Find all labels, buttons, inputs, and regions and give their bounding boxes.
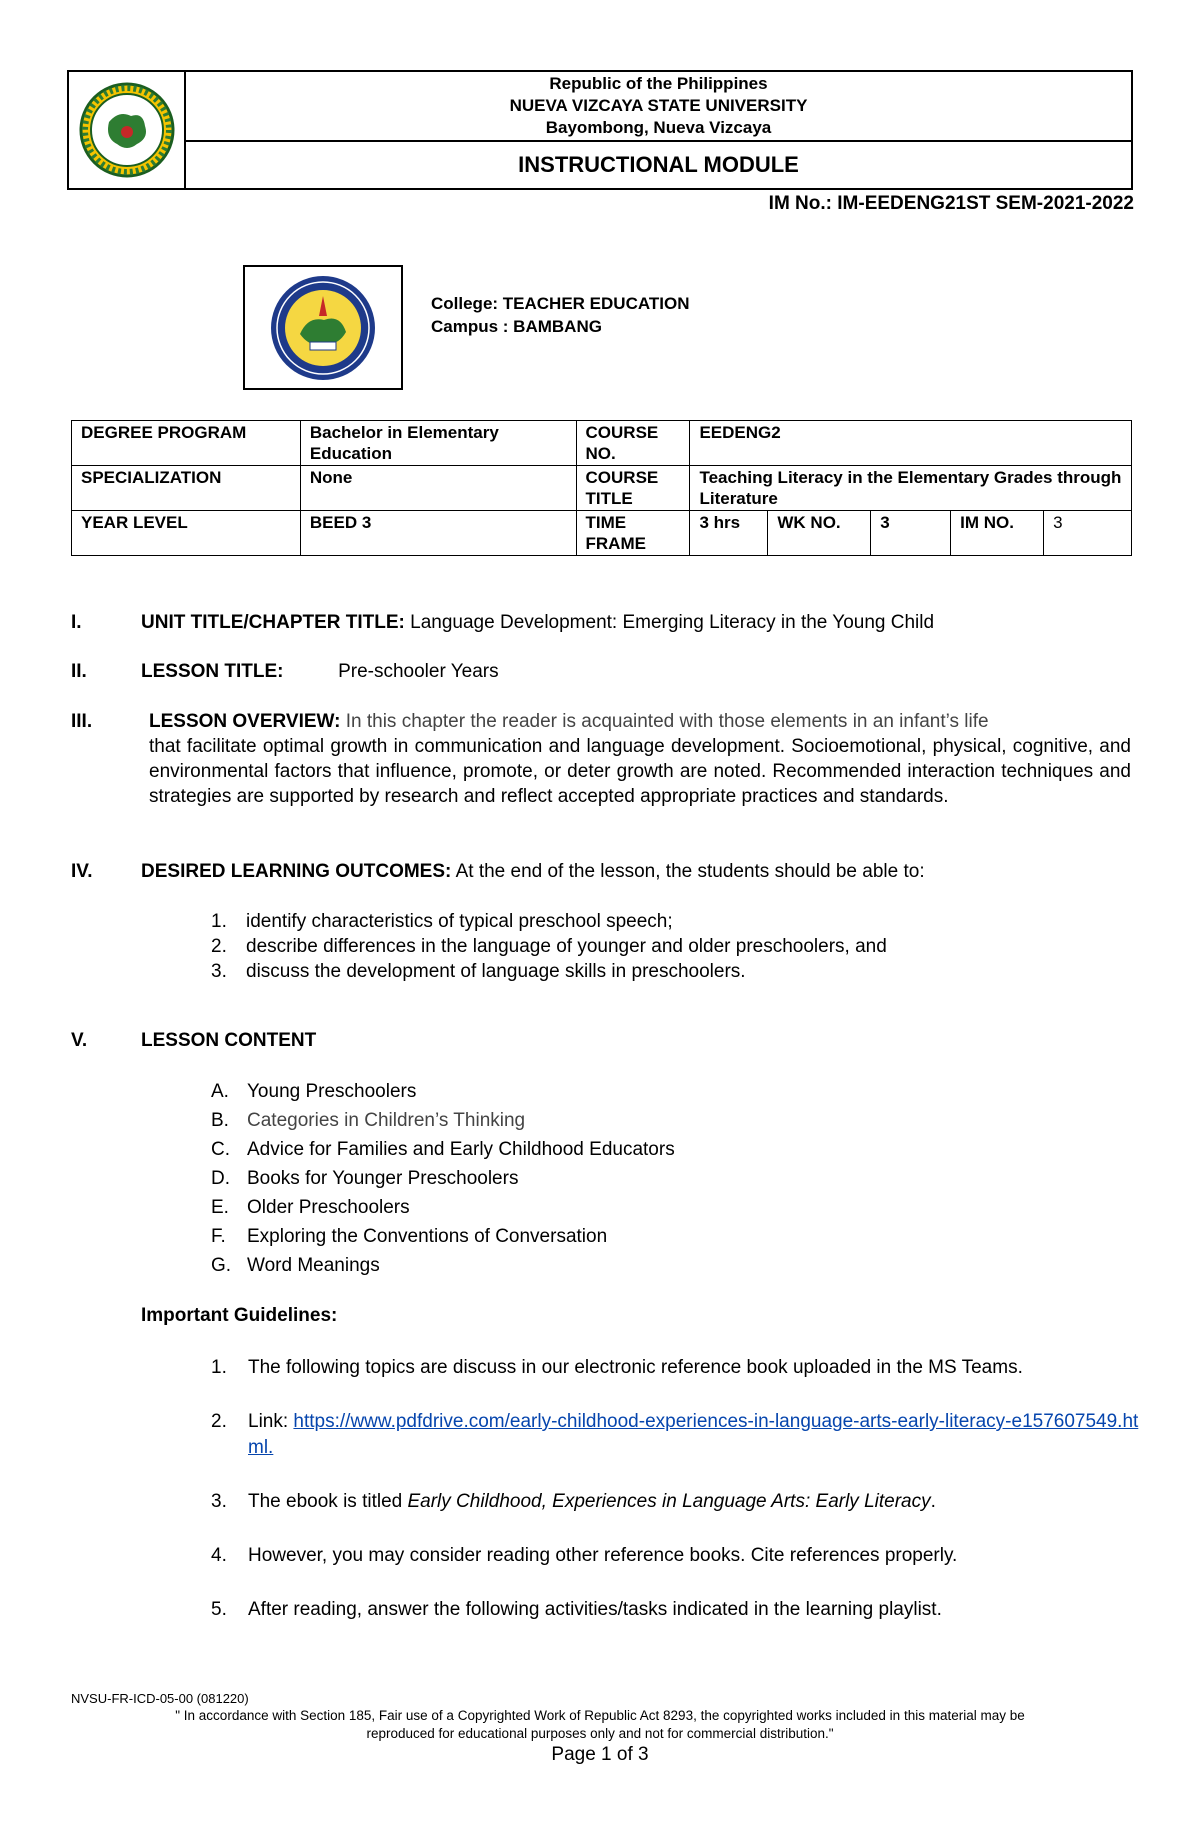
section-text: that facilitate optimal growth in communication and language development. Socioemotional, physical, cognitive, and environmental factors that influence, promote, or deter growth are noted. Recommended interaction techniques and strategies are supported by research and reflect accepted appropriate practices and standards. xyxy=(149,736,1131,807)
header-box xyxy=(67,70,1133,190)
header-republic: Republic of the Philippines xyxy=(549,74,768,93)
guidelines-title: Important Guidelines: xyxy=(141,1305,338,1326)
im-number: IM No.: IM-EEDENG21ST SEM-2021-2022 xyxy=(768,193,1134,214)
ebook-link[interactable]: https://www.pdfdrive.com/early-childhood-experiences-in-language-arts-early-literacy-e157607549.html. xyxy=(248,1411,1139,1458)
list-item: 1. The following topics are discuss in our electronic reference book uploaded in the MS Teams. xyxy=(211,1357,1023,1378)
guidelines-list xyxy=(211,1355,1141,1651)
time-frame-label: TIME FRAME xyxy=(576,511,690,556)
ebook-title: Early Childhood, Experiences in Language Arts: Early Literacy xyxy=(407,1491,931,1512)
table-row xyxy=(72,421,1132,466)
wk-no-label: WK NO. xyxy=(768,511,871,556)
course-title-value: Teaching Literacy in the Elementary Grades through Literature xyxy=(690,466,1132,511)
section-label: LESSON CONTENT xyxy=(141,1030,317,1051)
college-info xyxy=(431,292,689,338)
table-row xyxy=(72,466,1132,511)
specialization-value: None xyxy=(300,466,576,511)
table-row xyxy=(72,511,1132,556)
time-frame-value: 3 hrs xyxy=(690,511,768,556)
college-line: College: TEACHER EDUCATION xyxy=(431,294,690,313)
im-no-value: 3 xyxy=(1044,511,1132,556)
form-code: NVSU-FR-ICD-05-00 (081220) xyxy=(71,1691,249,1706)
year-level-value: BEED 3 xyxy=(300,511,576,556)
course-no-value: EEDENG2 xyxy=(690,421,1132,466)
list-item: 3. The ebook is titled Early Childhood, Experiences in Language Arts: Early Literacy. xyxy=(211,1491,936,1512)
degree-program-value: Bachelor in Elementary Education xyxy=(300,421,576,466)
page-number: Page 1 of 3 xyxy=(551,1744,649,1765)
section-label: LESSON TITLE: xyxy=(141,661,284,682)
section-label: UNIT TITLE/CHAPTER TITLE: xyxy=(141,612,405,633)
wk-no-value: 3 xyxy=(871,511,951,556)
section-text-first-line: In this chapter the reader is acquainted with those elements in an infant’s life xyxy=(345,711,989,732)
section-text: At the end of the lesson, the students should be able to: xyxy=(455,861,925,882)
header-university-block xyxy=(186,72,1131,142)
university-seal-icon xyxy=(69,72,186,188)
section-number: I. xyxy=(71,612,82,633)
year-level-label: YEAR LEVEL xyxy=(72,511,301,556)
degree-program-label: DEGREE PROGRAM xyxy=(72,421,301,466)
section-label: LESSON OVERVIEW: xyxy=(149,711,341,732)
list-item: 5. After reading, answer the following activities/tasks indicated in the learning playlist. xyxy=(211,1599,942,1620)
section-number: IV. xyxy=(71,861,93,882)
document-page: Republic of the Philippines NUEVA VIZCAYA STATE UNIVERSITY Bayombong, Nueva Vizcaya INSTRUCTIONAL MODULE IM No.: IM-EEDENG21ST SEM-2021-2022 College: TEACHER EDUCATION Campus : BAMBANG DEGREE PROGRAM Bachelor in Elementary Education COURSE NO. EEDENG2 SPECIALIZATION None COURSE TITLE Teaching Literacy in the Elementary Grades through Literature YEAR LEVEL BEED 3 TIME FRAME 3 hrs WK NO. 3 IM NO. 3 I. UNIT TITLE/CHAPTER TITLE: Language Development: Emerging Literacy in the Young Child II. LESSON TITLE: Pre-schooler Years III. LESSON OVERVIEW: In this chapter the reader is acquainted with those elements in an infant’s life that facilitate optimal growth in communication and language development. Socioemotional, physical, cognitive, and environmental factors that influence, promote, or deter growth are noted. Recommended interaction techniques and strategies are supported by research and reflect accepted appropriate practices and standards. IV. DESIRED LEARNING OUTCOMES: At the end of the lesson, the students should be able to: 1. identify characteristics of typical preschool speech; 2. describe differences in the language of younger and older preschoolers, and 3. discuss the development of language skills in preschoolers. V. LESSON CONTENT A. Young Preschoolers B. Categories in Children’s Thinking C. Advice for Families and Early Childhood Educators D. Books for Younger Preschoolers E. Older Preschoolers F. Exploring the Conventions of Conversation G. Word Meanings Important Guidelines: 1. The following topics are discuss in our electronic reference book uploaded in the MS Teams. 2. Link: https://www.pdfdrive.com/early-childhood-experiences-in-language-arts-early-literacy-e157607549.html. 3. The ebook is titled Early Childhood, Experiences in Language Arts: Early Literacy. 4. However, you may consider reading other reference books. Cite references properly. 5. After reading, answer the following activities/tasks indicated in the learning playlist. NVSU-FR-ICD-05-00 (081220) " In accordance with Section 185, Fair use of a Copyrighted Work of Republic Act 8293, the copyrighted works included in this material may be reproduced for educational purposes only and not for commercial distribution." Page 1 of 3 xyxy=(0,0,1200,1835)
course-title-label: COURSE TITLE xyxy=(576,466,690,511)
header-university-name: NUEVA VIZCAYA STATE UNIVERSITY xyxy=(509,96,808,115)
campus-line: Campus : BAMBANG xyxy=(431,317,602,336)
section-number: III. xyxy=(71,711,93,732)
college-seal-icon xyxy=(243,265,403,390)
list-item: 2. Link: https://www.pdfdrive.com/early-childhood-experiences-in-language-arts-early-literacy-e157607549.html. xyxy=(211,1411,1139,1458)
specialization-label: SPECIALIZATION xyxy=(72,466,301,511)
im-no-label: IM NO. xyxy=(951,511,1044,556)
module-title: INSTRUCTIONAL MODULE xyxy=(518,152,799,177)
section-text: Pre-schooler Years xyxy=(338,661,499,682)
course-no-label: COURSE NO. xyxy=(576,421,690,466)
section-number: II. xyxy=(71,661,87,682)
section-number: V. xyxy=(71,1030,88,1051)
header-location: Bayombong, Nueva Vizcaya xyxy=(545,118,772,137)
list-item: 4. However, you may consider reading other reference books. Cite references properly. xyxy=(211,1545,958,1566)
section-label: DESIRED LEARNING OUTCOMES: xyxy=(141,861,452,882)
course-info-table xyxy=(71,420,1132,556)
copyright-note: " In accordance with Section 185, Fair use of a Copyrighted Work of Republic Act 8293, the copyrighted works included in this material may be reproduced for educational purposes only and not for commercial distribution." xyxy=(175,1708,1025,1741)
section-text: Language Development: Emerging Literacy in the Young Child xyxy=(410,612,935,633)
